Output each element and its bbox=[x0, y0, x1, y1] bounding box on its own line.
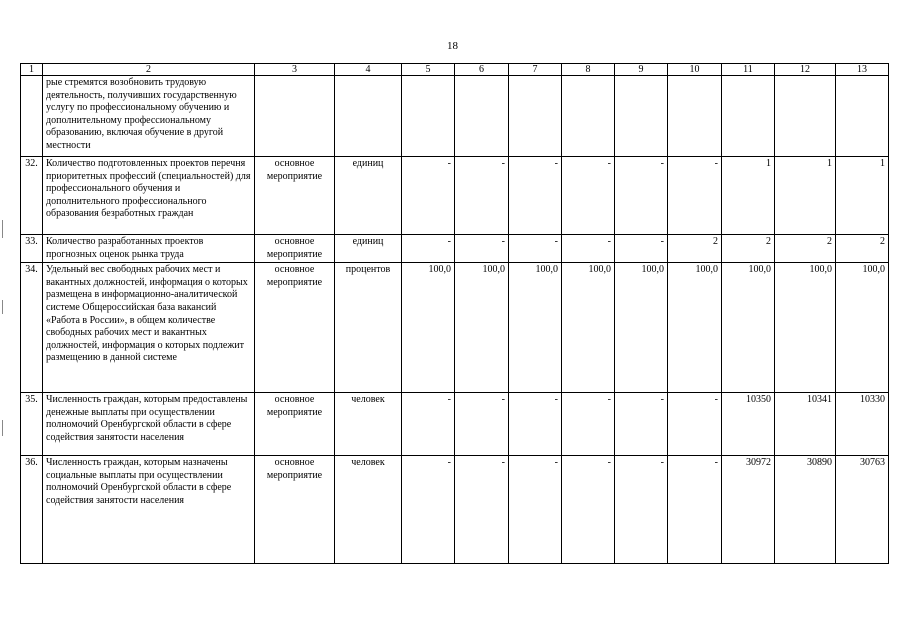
header-cell: 4 bbox=[335, 64, 402, 76]
value-cell: - bbox=[509, 393, 562, 456]
header-cell: 6 bbox=[455, 64, 509, 76]
value-cell bbox=[402, 76, 455, 157]
unit-cell: единиц bbox=[335, 235, 402, 263]
unit-cell: человек bbox=[335, 393, 402, 456]
header-cell: 12 bbox=[775, 64, 836, 76]
value-cell: - bbox=[562, 456, 615, 564]
value-cell: 100,0 bbox=[836, 263, 889, 393]
value-cell bbox=[455, 76, 509, 157]
value-cell: - bbox=[402, 393, 455, 456]
value-cell: 100,0 bbox=[455, 263, 509, 393]
indicator-name: Удельный вес свободных рабочих мест и вакантных должностей, информация о которых размещена в информационно-аналитической системе Общероссийская база вакансий «Работа в России», в общем количестве свободных рабочих мест и вакантных должностей, информация о которых подлежит размещению в данной системе bbox=[43, 263, 255, 393]
value-cell: 10330 bbox=[836, 393, 889, 456]
header-cell: 3 bbox=[255, 64, 335, 76]
table-row bbox=[21, 393, 889, 456]
value-cell: 2 bbox=[668, 235, 722, 263]
header-cell: 7 bbox=[509, 64, 562, 76]
indicator-name: Количество разработанных проектов прогнозных оценок рынка труда bbox=[43, 235, 255, 263]
value-cell bbox=[668, 76, 722, 157]
header-cell: 13 bbox=[836, 64, 889, 76]
value-cell: - bbox=[402, 157, 455, 235]
row-number: 32. bbox=[21, 157, 43, 235]
value-cell: - bbox=[402, 456, 455, 564]
value-cell: 30763 bbox=[836, 456, 889, 564]
value-cell: - bbox=[562, 393, 615, 456]
value-cell bbox=[722, 76, 775, 157]
value-cell: 100,0 bbox=[722, 263, 775, 393]
indicator-type bbox=[255, 76, 335, 157]
indicator-type: основное мероприятие bbox=[255, 393, 335, 456]
value-cell: 100,0 bbox=[562, 263, 615, 393]
value-cell: 100,0 bbox=[775, 263, 836, 393]
unit-cell bbox=[335, 76, 402, 157]
value-cell: - bbox=[509, 456, 562, 564]
value-cell: - bbox=[668, 157, 722, 235]
value-cell: 10350 bbox=[722, 393, 775, 456]
header-cell: 9 bbox=[615, 64, 668, 76]
header-cell: 11 bbox=[722, 64, 775, 76]
indicator-name: Численность граждан, которым назначены социальные выплаты при осуществлении полномочий Оренбургской области в сфере содействия занятости населения bbox=[43, 456, 255, 564]
table-row bbox=[21, 157, 889, 235]
value-cell: - bbox=[615, 456, 668, 564]
value-cell bbox=[775, 76, 836, 157]
value-cell: - bbox=[455, 456, 509, 564]
value-cell: - bbox=[455, 157, 509, 235]
value-cell: - bbox=[615, 235, 668, 263]
value-cell: - bbox=[455, 393, 509, 456]
unit-cell: человек bbox=[335, 456, 402, 564]
value-cell: 100,0 bbox=[615, 263, 668, 393]
indicators-table bbox=[20, 63, 889, 564]
value-cell: - bbox=[615, 393, 668, 456]
row-number: 34. bbox=[21, 263, 43, 393]
indicator-name: рые стремятся возобновить трудовую деятельность, получивших государственную услугу по профессиональному обучению и дополнительному профессиональному образованию, включая обучение в другой местности bbox=[43, 76, 255, 157]
value-cell: - bbox=[668, 393, 722, 456]
value-cell: 10341 bbox=[775, 393, 836, 456]
value-cell: 100,0 bbox=[668, 263, 722, 393]
value-cell: 1 bbox=[775, 157, 836, 235]
scan-edge-mark bbox=[2, 300, 3, 314]
value-cell: 1 bbox=[722, 157, 775, 235]
indicator-name: Количество подготовленных проектов перечня приоритетных профессий (специальностей) для профессионального обучения и дополнительного профессионального образования безработных граждан bbox=[43, 157, 255, 235]
header-row bbox=[21, 64, 889, 76]
value-cell: - bbox=[509, 235, 562, 263]
value-cell bbox=[615, 76, 668, 157]
value-cell bbox=[836, 76, 889, 157]
scan-edge-mark bbox=[2, 420, 3, 436]
value-cell: - bbox=[562, 157, 615, 235]
value-cell bbox=[509, 76, 562, 157]
row-number: 33. bbox=[21, 235, 43, 263]
value-cell: 2 bbox=[836, 235, 889, 263]
header-cell: 5 bbox=[402, 64, 455, 76]
table-row bbox=[21, 76, 889, 157]
value-cell: - bbox=[455, 235, 509, 263]
header-cell: 1 bbox=[21, 64, 43, 76]
unit-cell: процентов bbox=[335, 263, 402, 393]
row-number: 35. bbox=[21, 393, 43, 456]
value-cell: - bbox=[668, 456, 722, 564]
value-cell: 100,0 bbox=[402, 263, 455, 393]
value-cell: 2 bbox=[775, 235, 836, 263]
unit-cell: единиц bbox=[335, 157, 402, 235]
indicator-type: основное мероприятие bbox=[255, 263, 335, 393]
value-cell: - bbox=[402, 235, 455, 263]
value-cell: 100,0 bbox=[509, 263, 562, 393]
table-row bbox=[21, 263, 889, 393]
indicator-type: основное мероприятие bbox=[255, 456, 335, 564]
value-cell: 30972 bbox=[722, 456, 775, 564]
value-cell: 1 bbox=[836, 157, 889, 235]
value-cell: - bbox=[509, 157, 562, 235]
row-number: 36. bbox=[21, 456, 43, 564]
indicator-type: основное мероприятие bbox=[255, 235, 335, 263]
table-row bbox=[21, 456, 889, 564]
scan-edge-mark bbox=[2, 220, 3, 238]
header-cell: 10 bbox=[668, 64, 722, 76]
value-cell: - bbox=[562, 235, 615, 263]
header-cell: 2 bbox=[43, 64, 255, 76]
indicator-name: Численность граждан, которым предоставлены денежные выплаты при осуществлении полномочий Оренбургской области в сфере содействия занятости населения bbox=[43, 393, 255, 456]
value-cell: - bbox=[615, 157, 668, 235]
indicator-type: основное мероприятие bbox=[255, 157, 335, 235]
value-cell: 30890 bbox=[775, 456, 836, 564]
page-number: 18 bbox=[447, 40, 458, 52]
value-cell bbox=[562, 76, 615, 157]
table-row bbox=[21, 235, 889, 263]
header-cell: 8 bbox=[562, 64, 615, 76]
row-number bbox=[21, 76, 43, 157]
value-cell: 2 bbox=[722, 235, 775, 263]
